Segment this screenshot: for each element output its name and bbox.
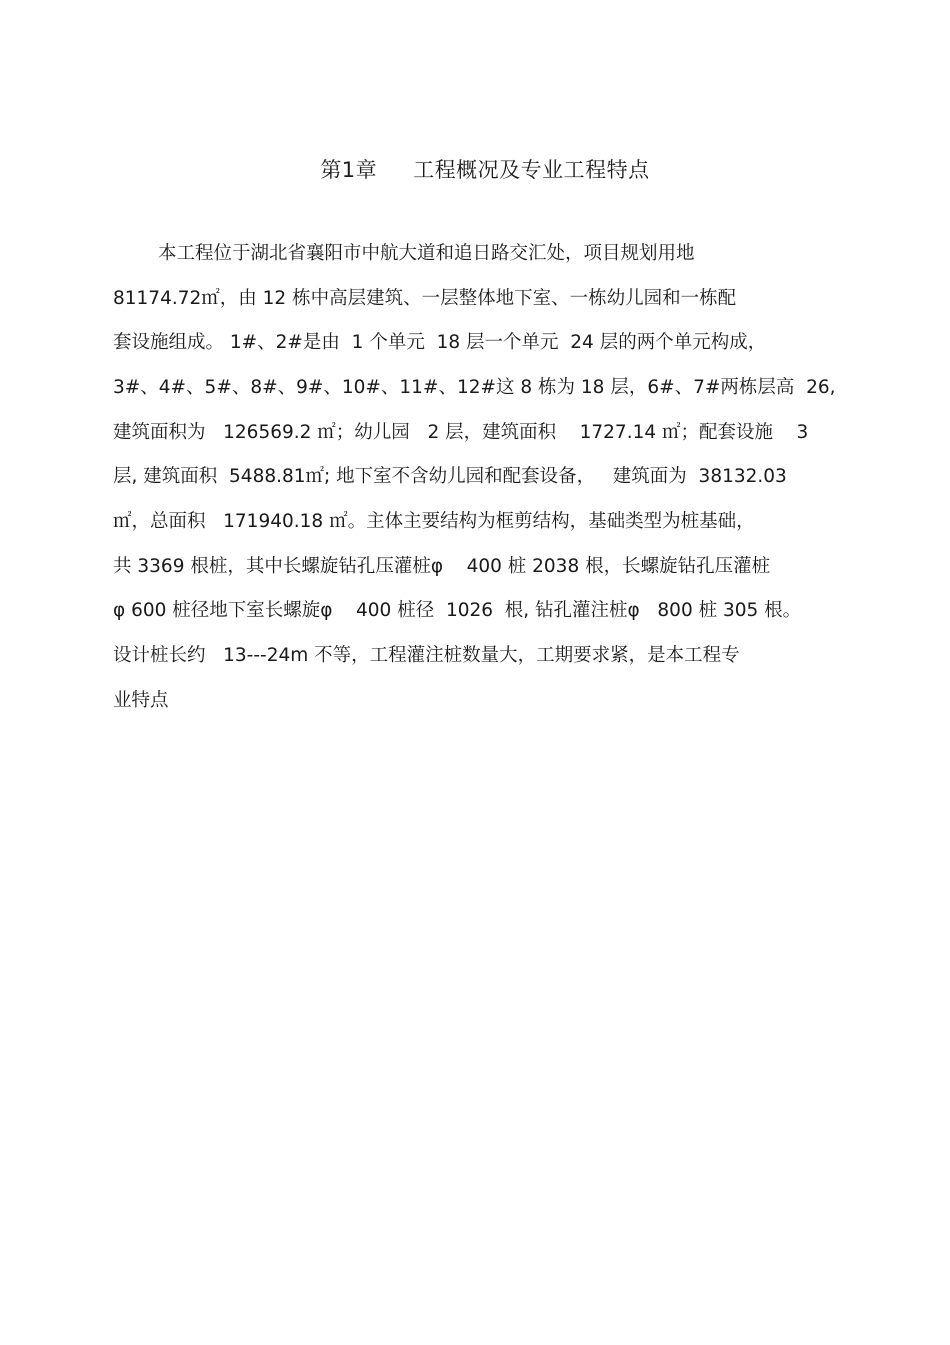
paragraph-line: 本工程位于湖北省襄阳市中航大道和追日路交汇处，项目规划用地 (158, 243, 695, 264)
paragraph-line: 81174.72㎡，由 12 栋中高层建筑、一层整体地下室、一栋幼儿园和一栋配 (113, 288, 737, 309)
paragraph-line: 层, 建筑面积 5488.81㎡; 地下室不含幼儿园和配套设备， 建筑面为 38132.03 (113, 466, 787, 487)
paragraph-line: 业特点 (113, 690, 169, 711)
paragraph-line: ㎡，总面积 171940.18 ㎡。主体主要结构为框剪结构，基础类型为桩基础， (113, 511, 755, 532)
paragraph-line: 3#、4#、5#、8#、9#、10#、11#、12#这 8 栋为 18 层，6#、7#两栋层高 26, (113, 377, 836, 398)
paragraph-line: 建筑面积为 126569.2 ㎡；幼儿园 2 层，建筑面积 1727.14 ㎡；配套设施 3 (113, 422, 809, 443)
paragraph-line: 设计桩长约 13---24m 不等，工程灌注桩数量大，工期要求紧，是本工程专 (113, 645, 740, 666)
chapter-number: 第1章 (320, 158, 378, 182)
chapter-title-text: 工程概况及专业工程特点 (413, 158, 650, 182)
paragraph-line: 套设施组成。 1#、2#是由 1 个单元 18 层一个单元 24 层的两个单元构成， (113, 332, 767, 353)
paragraph-line: 共 3369 根桩，其中长螺旋钻孔压灌桩φ 400 桩 2038 根，长螺旋钻孔压灌桩 (113, 556, 771, 577)
chapter-heading (0, 152, 950, 188)
paragraph-line: φ 600 桩径地下室长螺旋φ 400 桩径 1026 根, 钻孔灌注桩φ 800 桩 305 根。 (113, 600, 802, 621)
